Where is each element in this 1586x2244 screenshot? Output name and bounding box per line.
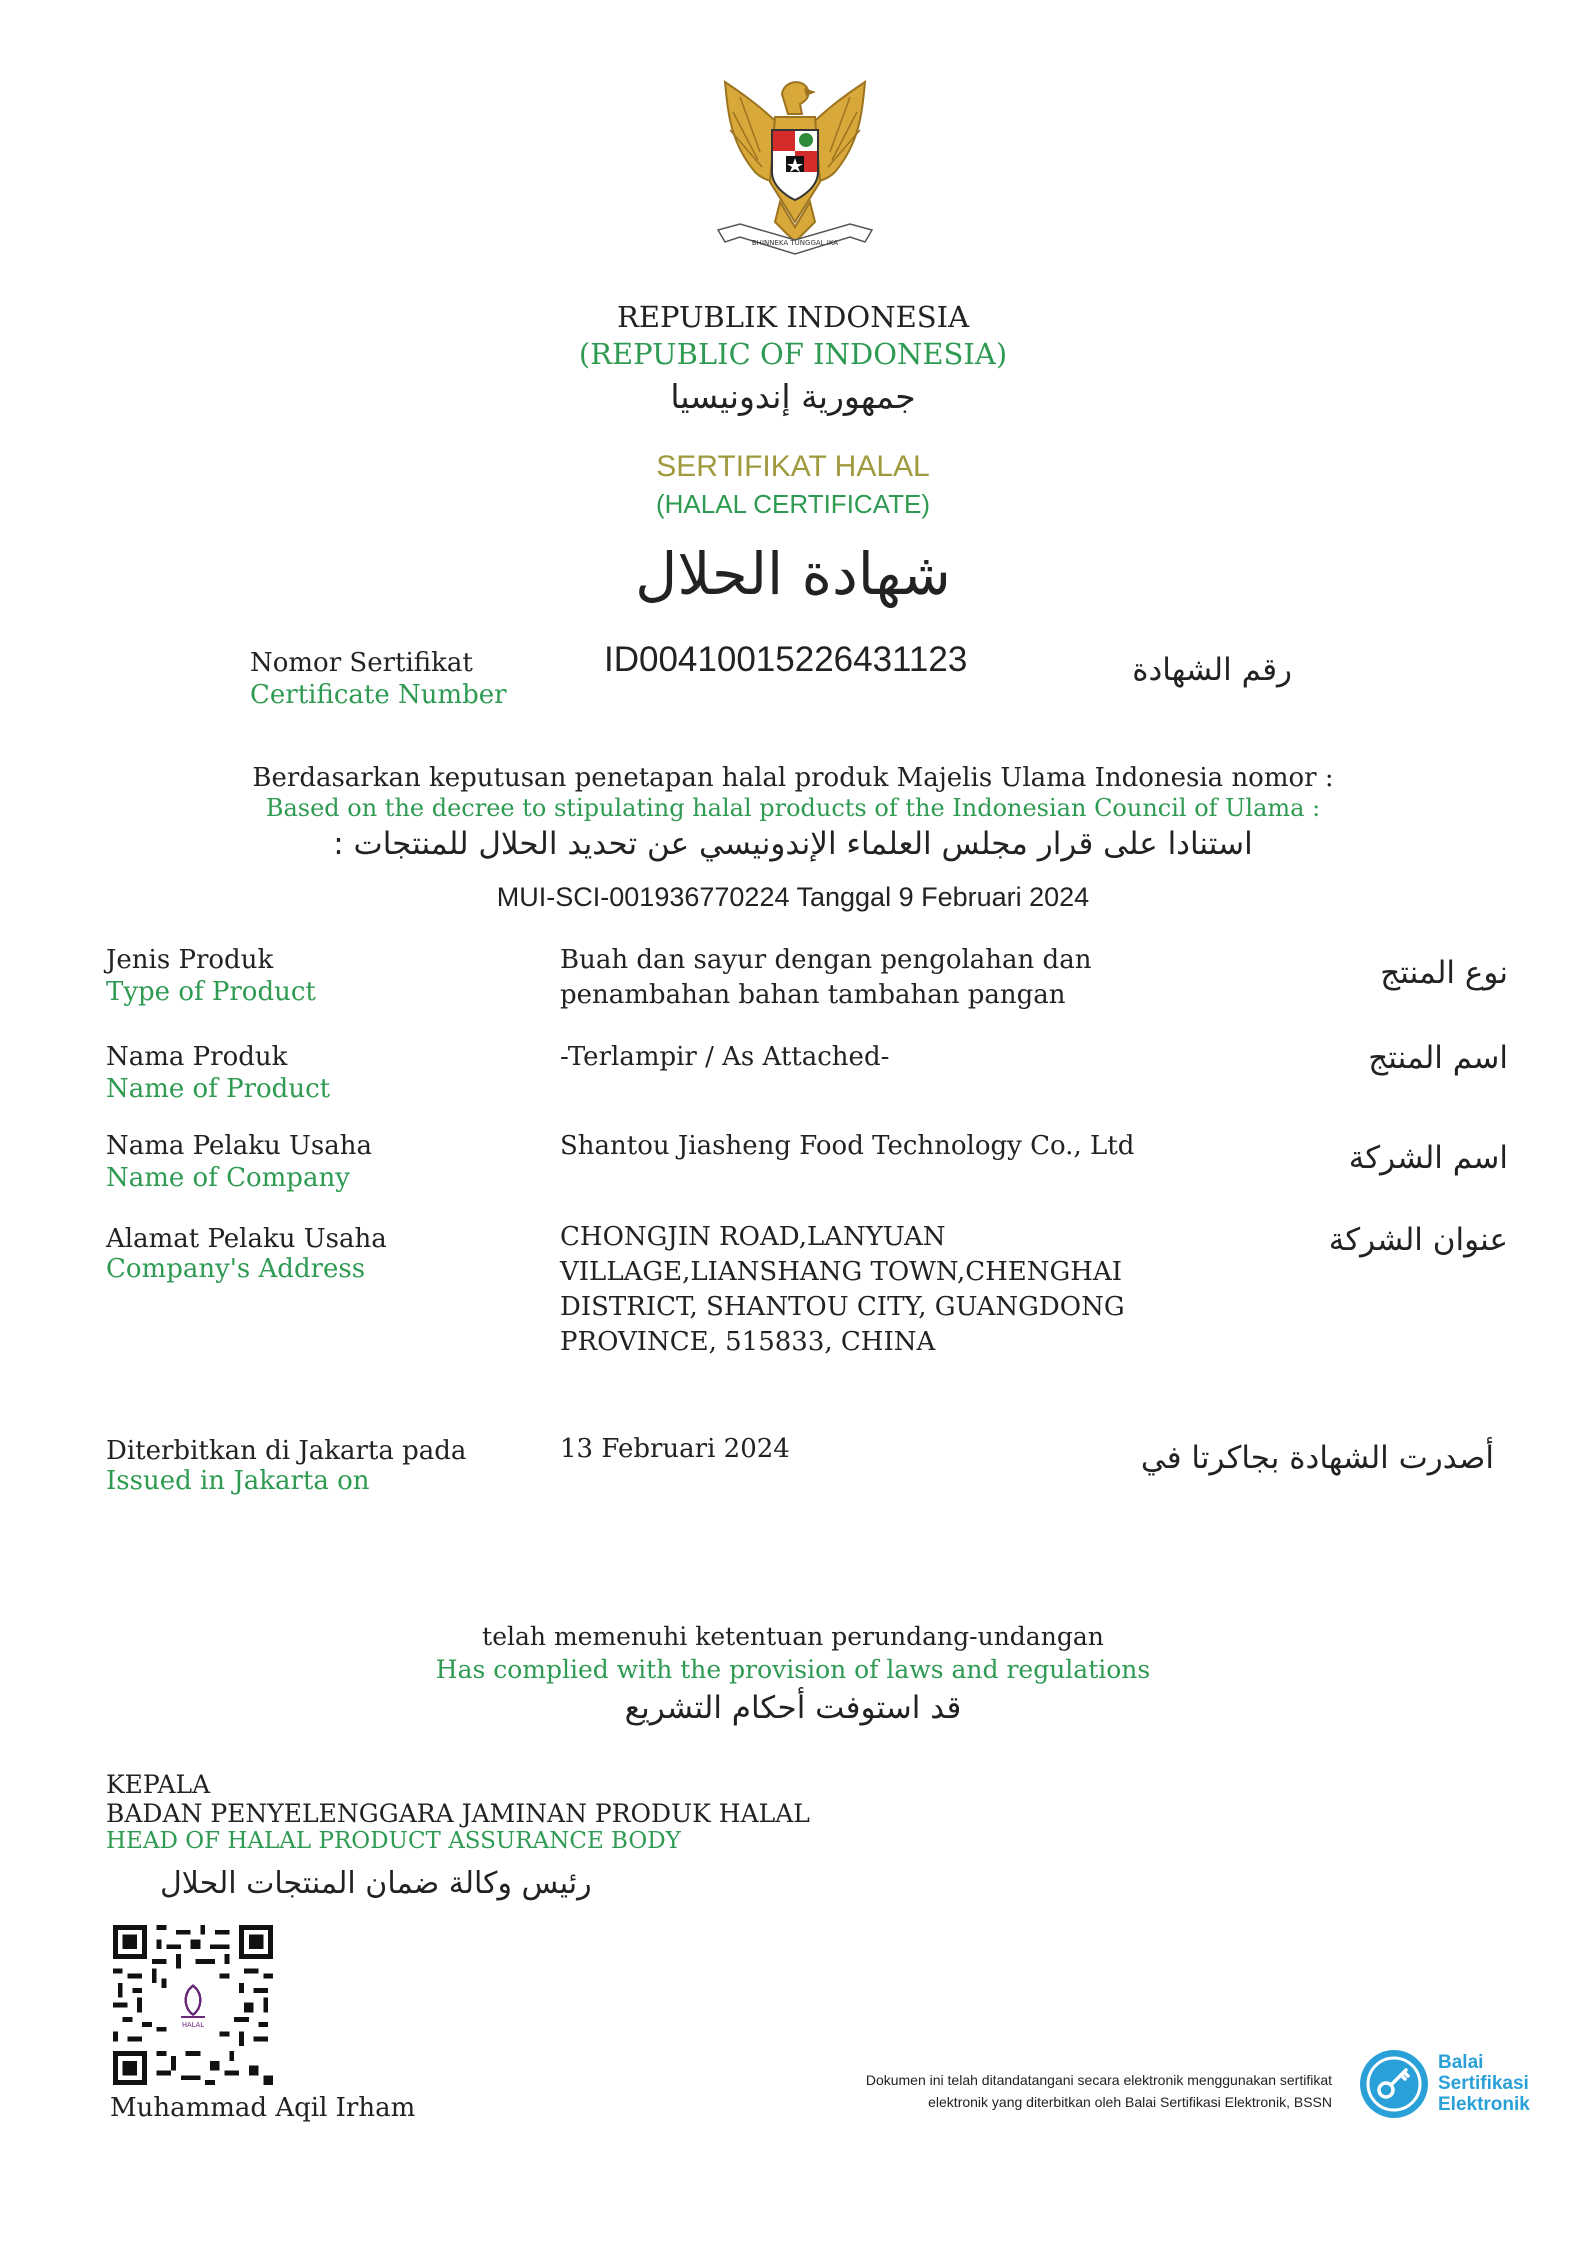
issued-label-id: Diterbitkan di Jakarta pada (106, 1436, 467, 1466)
company-address-label-ar: عنوان الشركة (1328, 1222, 1508, 1258)
company-address-label-en: Company's Address (106, 1254, 366, 1284)
qr-code (113, 1925, 273, 2085)
footer-note-line2: elektronik yang diterbitkan oleh Balai Sertifikasi Elektronik, BSSN (928, 2094, 1332, 2110)
product-name-label-en: Name of Product (106, 1074, 331, 1104)
decree-reference: MUI-SCI-001936770224 Tanggal 9 Februari 2024 (496, 882, 1090, 912)
company-name-label-en: Name of Company (106, 1163, 350, 1193)
company-address-value: CHONGJIN ROAD,LANYUAN VILLAGE,LIANSHANG TOWN,CHENGHAI DISTRICT, SHANTOU CITY, GUANGDONG PROVINCE, 515833, CHINA (560, 1222, 1125, 1357)
product-type-value: Buah dan sayur dengan pengolahan dan penambahan bahan tambahan pangan (560, 945, 1092, 1010)
signatory-title-2: BADAN PENYELENGGARA JAMINAN PRODUK HALAL (106, 1799, 810, 1828)
signatory-title-en: HEAD OF HALAL PRODUCT ASSURANCE BODY (106, 1828, 681, 1854)
bsre-logo (1358, 2046, 1558, 2122)
cert-number-label-en: Certificate Number (250, 680, 507, 710)
signatory-title-1: KEPALA (106, 1770, 211, 1799)
product-type-label-ar: نوع المنتج (1380, 955, 1508, 991)
bsre-logo-line3: Elektronik (1438, 2094, 1530, 2115)
signatory-name: Muhammad Aqil Irham (110, 2093, 416, 2123)
qr-halal-logo-text: HALAL (181, 2020, 205, 2029)
compliance-text-en: Has complied with the provision of laws and regulations (435, 1655, 1151, 1684)
country-name-ar: جمهورية إندونيسيا (670, 377, 916, 416)
decree-text-ar: استنادا على قرار مجلس العلماء الإندونيسي عن تحديد الحلال للمنتجات : (333, 826, 1253, 862)
garuda-emblem (700, 72, 890, 272)
product-name-label-ar: اسم المنتج (1368, 1040, 1508, 1076)
product-name-value: -Terlampir / As Attached- (560, 1042, 890, 1072)
country-name-id: REPUBLIK INDONESIA (616, 300, 970, 334)
compliance-text-ar: قد استوفت أحكام التشريع (624, 1690, 962, 1726)
company-address-label-id: Alamat Pelaku Usaha (106, 1224, 387, 1254)
country-name-en: (REPUBLIC OF INDONESIA) (578, 337, 1008, 371)
company-name-value: Shantou Jiasheng Food Technology Co., Ltd (560, 1131, 1135, 1161)
certificate-title-id: SERTIFIKAT HALAL (656, 450, 930, 483)
certificate-title-ar: شهادة الحلال (635, 540, 951, 608)
product-type-label-en: Type of Product (106, 977, 316, 1007)
cert-number-label-ar: رقم الشهادة (1132, 652, 1292, 688)
issued-label-en: Issued in Jakarta on (106, 1466, 370, 1496)
company-name-label-id: Nama Pelaku Usaha (106, 1131, 372, 1161)
cert-number-label-id: Nomor Sertifikat (250, 648, 473, 678)
bsre-logo-line2: Sertifikasi (1438, 2073, 1529, 2094)
issued-date-value: 13 Februari 2024 (560, 1434, 790, 1464)
certificate-title-en: (HALAL CERTIFICATE) (655, 489, 930, 519)
product-name-label-id: Nama Produk (106, 1042, 288, 1072)
bsre-logo-line1: Balai (1438, 2052, 1484, 2073)
decree-text-id: Berdasarkan keputusan penetapan halal produk Majelis Ulama Indonesia nomor : (252, 763, 1334, 793)
product-type-label-id: Jenis Produk (106, 945, 274, 975)
company-name-label-ar: اسم الشركة (1348, 1140, 1508, 1176)
emblem-motto: BHINNEKA TUNGGAL IKA (751, 239, 839, 247)
decree-text-en: Based on the decree to stipulating halal products of the Indonesian Council of Ulama : (265, 794, 1321, 822)
footer-note-line1: Dokumen ini telah ditandatangani secara elektronik menggunakan sertifikat (865, 2072, 1332, 2088)
compliance-text-id: telah memenuhi ketentuan perundang-undangan (482, 1622, 1104, 1651)
issued-label-ar: أصدرت الشهادة بجاكرتا في (1140, 1440, 1494, 1476)
cert-number-value: ID00410015226431123 (604, 640, 968, 679)
signatory-title-ar: رئيس وكالة ضمان المنتجات الحلال (160, 1866, 592, 1901)
